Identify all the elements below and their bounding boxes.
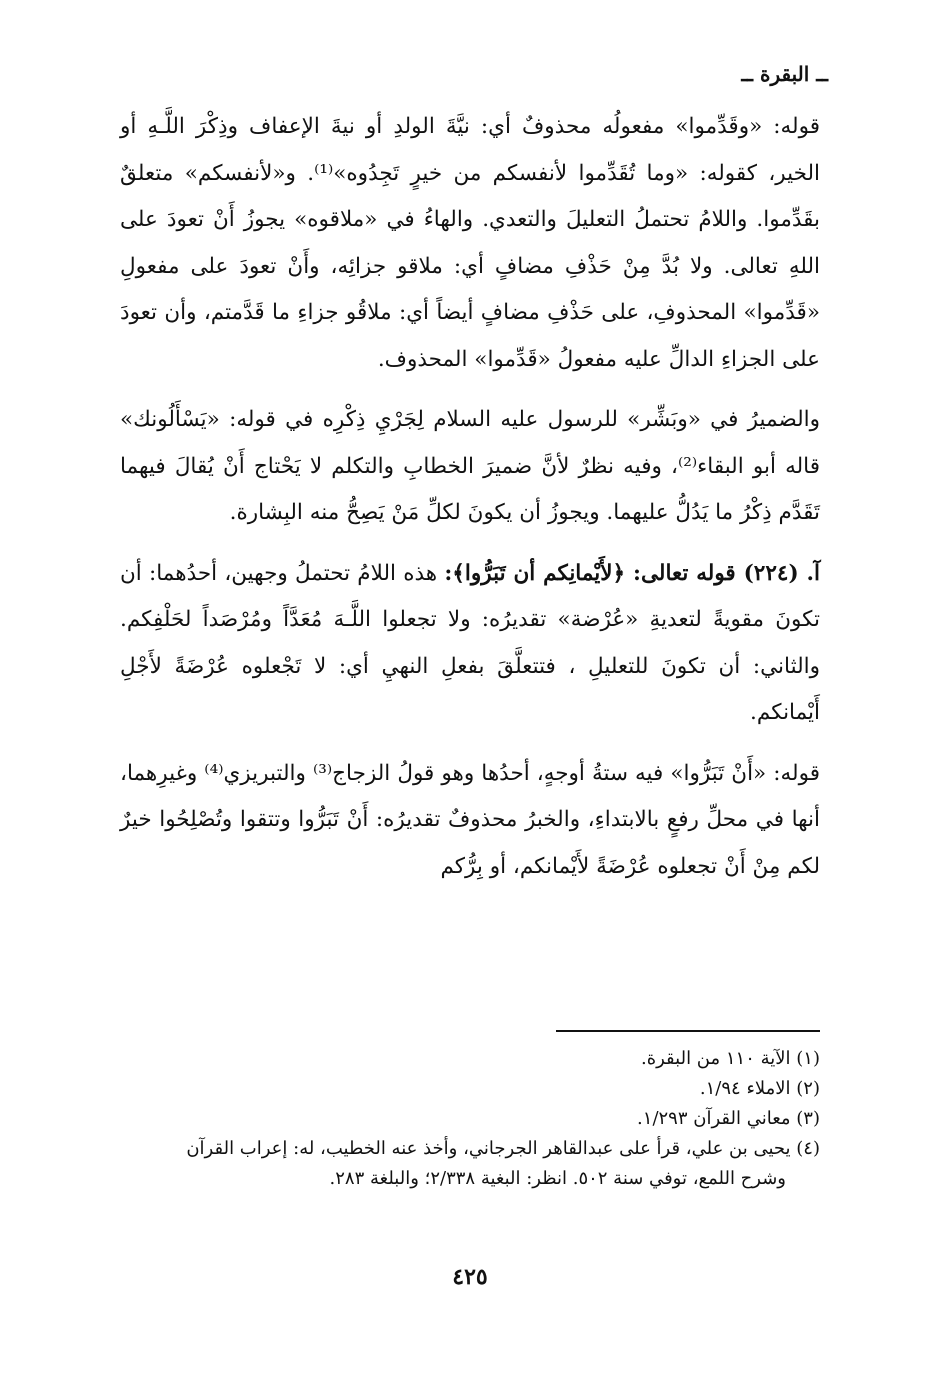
footnotes bbox=[120, 1044, 820, 1194]
footnote: (٣) معاني القرآن ١/٢٩٣. bbox=[637, 1108, 820, 1129]
verse-explanation: هذه اللامُ تحتملُ وجهين، أحدُهما: أن تكونَ مقويةً لتعديةِ «عُرْضة» تقديرُه: ولا تجعلوا اللَّـهَ مُعَدَّاً ومُرْصَداً لحَلْفِكم. والثاني: أن تكونَ للتعليلِ ، فتتعلَّقَ بفعلِ النهيِ أي: لا تَجْعلوه عُرْضَةً لأَجْلِ أَيْمانكم. bbox=[120, 560, 820, 725]
verse-heading: آ. (٢٢٤) قوله تعالى: ﴿لأَيْمانِكم أن تَبَرُّوا﴾: bbox=[444, 560, 820, 586]
footnote-divider bbox=[556, 1030, 820, 1032]
footnote-continuation: وشرح اللمع، توفي سنة ٥٠٢. انظر: البغية ٢/٣٣٨؛ والبلغة ٢٨٣. bbox=[329, 1168, 786, 1189]
footnote: (٤) يحيى بن علي، قرأ على عبدالقاهر الجرجاني، وأخذ عنه الخطيب، له: إعراب القرآن bbox=[186, 1138, 820, 1159]
commentary-paragraph: قوله: «وقَدِّموا» مفعولُه محذوفٌ أي: نيَّةَ الولدِ أو نيةَ الإعفاف وذِكْرَ اللَّـهِ أو الخير، كقوله: «وما تُقَدِّموا لأنفسكم من خيرٍ تَجِدُوه»⁽¹⁾. و«لأنفسكم» متعلقٌ بقَدِّموا. واللامُ تحتملُ التعليلَ والتعدي. والهاءُ في «ملاقوه» يجوزُ أَنْ تعودَ على اللهِ تعالى. ولا بُدَّ مِنْ حَذْفِ مضافٍ أي: ملاقو جزائِه، وأَنْ تعودَ على مفعولِ «قَدِّموا» المحذوفِ، على حَذْفِ مضافٍ أيضاً أي: ملاقُو جزاءِ ما قَدَّمتم، وأن تعودَ على الجزاءِ الدالِّ عليه مفعولُ «قَدِّموا» المحذوف. bbox=[120, 114, 821, 372]
footnote: (١) الآية ١١٠ من البقرة. bbox=[640, 1048, 820, 1069]
running-header: ــ البقرة ــ bbox=[741, 62, 828, 86]
verse-commentary bbox=[120, 551, 820, 737]
commentary-paragraph: والضميرُ في «وبَشِّر» للرسول عليه السلام لِجَرْيِ ذِكْرِه في قوله: «يَسْأَلُونك» قاله أبو البقاء⁽²⁾، وفيه نظرٌ لأنَّ ضميرَ الخطابِ والتكلم لا يَحْتاج أَنْ يُقالَ فيهما تَقَدَّم ذِكْرُ ما يَدُلُّ عليهما. ويجوزُ أن يكونَ لكلِّ مَنْ يَصِحُّ منه البِشارة. bbox=[120, 407, 820, 525]
main-text bbox=[120, 104, 820, 904]
footnote: (٢) الاملاء ١/٩٤. bbox=[699, 1078, 820, 1099]
page-number: ٤٢٥ bbox=[452, 1264, 488, 1290]
commentary-paragraph: قوله: «أَنْ تَبَرُّوا» فيه ستةُ أوجهٍ، أحدُها وهو قولُ الزجاج⁽³⁾ والتبريزي⁽⁴⁾ وغيرِهما، أنها في محلِّ رفعٍ بالابتداءِ، والخبرُ محذوفٌ تقديرُه: أَنْ تَبَرُّوا وتتقوا وتُصْلِحُوا خيرٌ لكم مِنْ أَنْ تجعلوه عُرْضَةً لأَيْمانكم، أو بِرُّكم bbox=[120, 760, 820, 879]
